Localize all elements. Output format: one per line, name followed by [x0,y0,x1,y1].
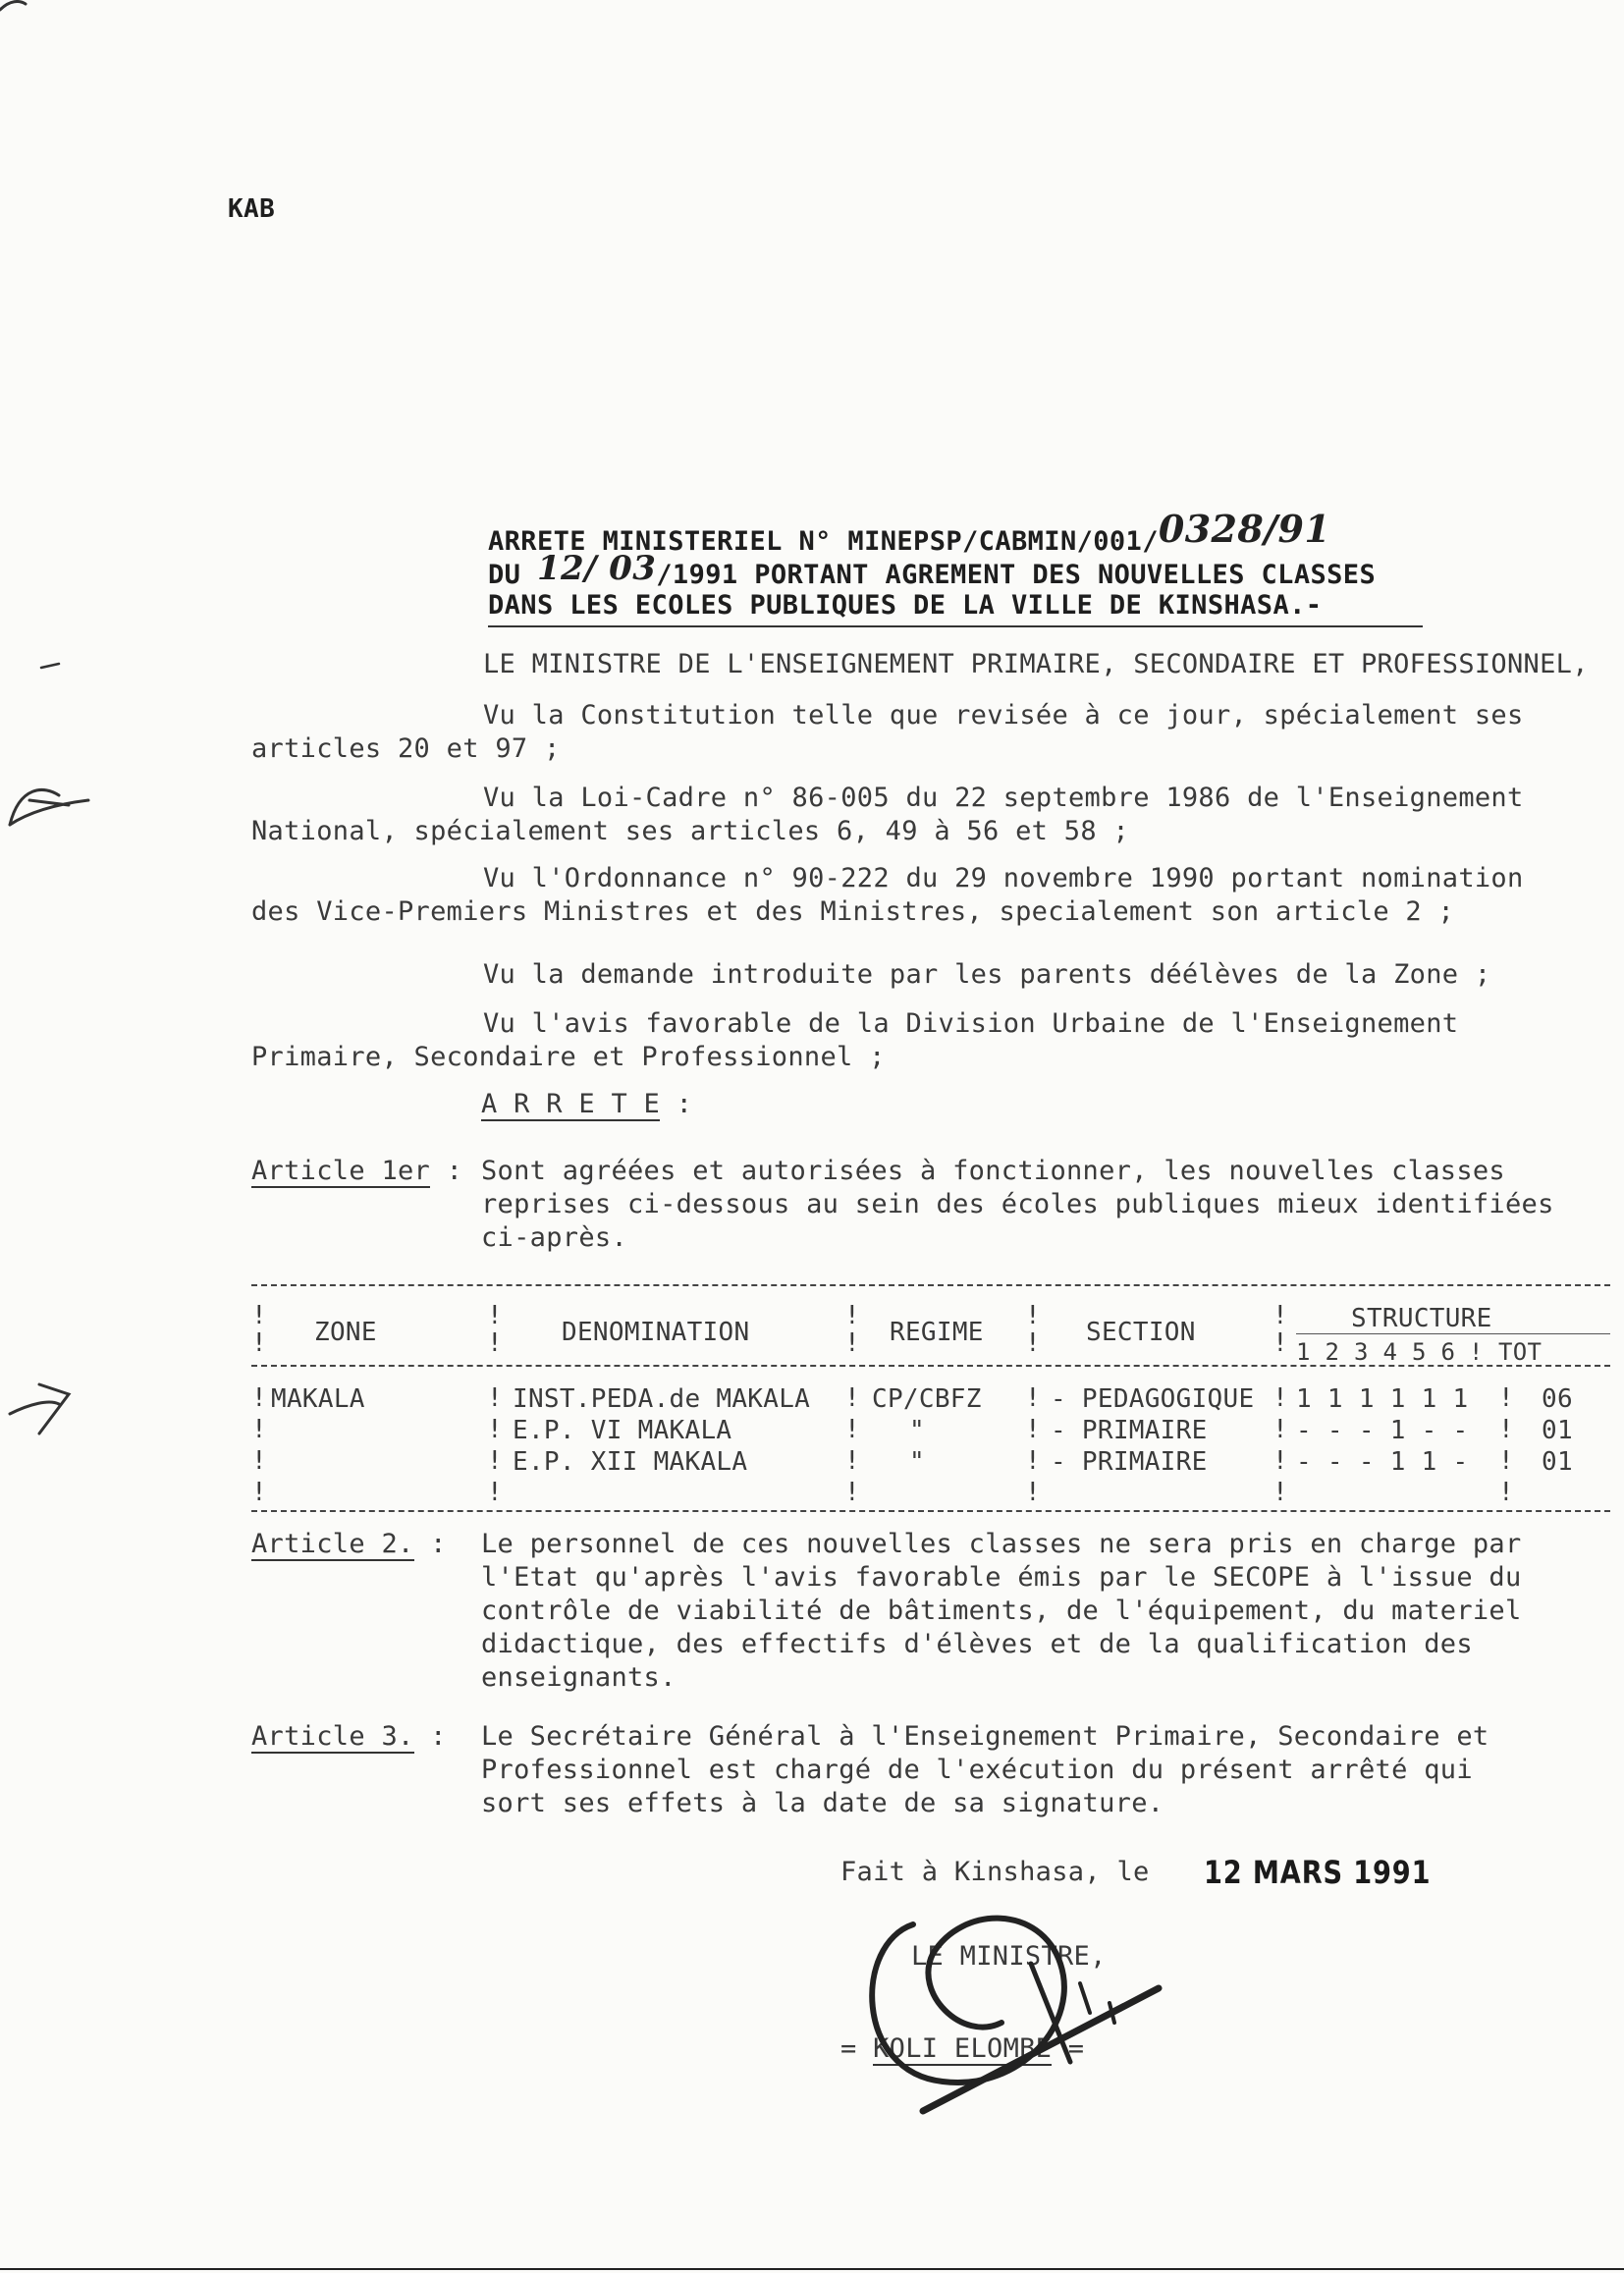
handwritten-date: 12/ 03 [536,549,657,588]
article-1-line-2: reprises ci-dessous au sein des écoles publiques mieux identifiées [481,1189,1554,1219]
row-3-regime: " [909,1447,925,1477]
header-structure-pipe: ! [1469,1338,1484,1366]
article-2-sep: : [413,1529,447,1559]
row-2-structure: - - - 1 - - [1296,1416,1469,1445]
scan-edge-line [0,2268,1624,2270]
vu-demande: Vu la demande introduite par les parents déélèves de la Zone ; [483,959,1491,990]
title-line-2 [488,549,1377,592]
row-2-denomination: E.P. VI MAKALA [513,1416,732,1445]
article-1-line-1: Sont agréées et autorisées à fonctionner, les nouvelles classes [481,1156,1505,1186]
table-pipe-col-1: ! ! [251,1301,267,1358]
table-pipe-col-5: ! ! [1272,1301,1288,1358]
name-prefix: = [840,2033,874,2064]
name-suffix: = [1052,2033,1085,2064]
article-2-line-5: enseignants. [481,1662,677,1693]
table-bottom-border [251,1510,1610,1512]
arrete-heading [481,1088,692,1121]
table-pipe-col-4: ! ! [1025,1301,1041,1358]
row-1-zone: MAKALA [271,1384,365,1414]
title-line-2-prefix: DU [488,560,537,590]
article-3-line-2: Professionnel est chargé de l'exécution du présent arrêté qui [481,1755,1473,1785]
article-2-line-3: contrôle de viabilité de bâtiments, de l'équipement, du materiel [481,1596,1522,1626]
vu-ordonnance-line-2: des Vice-Premiers Ministres et des Ministres, specialement son article 2 ; [251,896,1455,927]
table-body-pipes-col-2: ! ! ! ! [487,1383,503,1507]
date-stamp: 12 MARS 1991 [1204,1854,1432,1891]
article-2-line-1: Le personnel de ces nouvelles classes ne sera pris en charge par [481,1529,1522,1559]
header-denomination: DENOMINATION [562,1318,750,1347]
row-1-tot: 06 [1542,1384,1573,1414]
row-1-section: - PEDAGOGIQUE [1051,1384,1255,1414]
reference-code: KAB [228,194,276,224]
vu-ordonnance-line-1: Vu l'Ordonnance n° 90-222 du 29 novembre 1990 portant nomination [483,863,1524,893]
minister-name: KOLI ELOMBE [873,2033,1053,2064]
row-2-tot: 01 [1542,1416,1573,1445]
article-2-label: Article 2. [251,1529,414,1559]
article-2-heading [251,1528,447,1561]
table-body-pipes-col-3: ! ! ! ! [844,1383,860,1507]
handwritten-decree-number: 0328/91 [1158,507,1331,551]
arrete-word: A R R E T E [481,1089,661,1119]
vu-constitution-line-1: Vu la Constitution telle que revisée à ce jour, spécialement ses [483,700,1524,731]
vu-loi-cadre-line-1: Vu la Loi-Cadre n° 86-005 du 22 septembre 1986 de l'Enseignement [483,783,1524,813]
header-structure-numbers: 1 2 3 4 5 6 [1296,1338,1456,1366]
arrete-colon: : [660,1089,693,1119]
header-zone: ZONE [314,1318,377,1347]
table-pipe-col-2: ! ! [487,1301,503,1358]
table-header-separator [251,1365,1610,1367]
vu-avis-line-2: Primaire, Secondaire et Professionnel ; [251,1042,886,1072]
table-body-pipes-col-6: ! ! ! ! [1498,1383,1514,1507]
header-regime: REGIME [890,1318,984,1347]
table-body-pipes-col-4: ! ! ! ! [1025,1383,1041,1507]
article-1-label: Article 1er [251,1156,431,1186]
header-section: SECTION [1086,1318,1196,1347]
article-3-sep: : [413,1721,447,1752]
le-ministre-label: LE MINISTRE, [911,1941,1107,1972]
row-3-section: - PRIMAIRE [1051,1447,1208,1477]
row-2-regime: " [909,1416,925,1445]
title-line-3: DANS LES ECOLES PUBLIQUES DE LA VILLE DE KINSHASA.- [488,590,1323,621]
article-1-sep: : [430,1156,463,1186]
row-1-regime: CP/CBFZ [872,1384,982,1414]
table-body-pipes-col-5: ! ! ! ! [1272,1383,1288,1507]
article-3-label: Article 3. [251,1721,414,1752]
table-top-border [251,1284,1610,1286]
structure-subheader-rule [1296,1333,1610,1334]
article-1-heading [251,1155,462,1188]
table-pipe-col-3: ! ! [844,1301,860,1358]
margin-marks-icon [0,2,88,1434]
title-line-2-text: /1991 PORTANT AGREMENT DES NOUVELLES CLASSES [656,560,1377,590]
table-body-pipes-col-1: ! ! ! ! [251,1383,267,1507]
article-2-line-4: didactique, des effectifs d'élèves et de la qualification des [481,1629,1473,1659]
vu-loi-cadre-line-2: National, spécialement ses articles 6, 49 à 56 et 58 ; [251,816,1129,846]
article-2-line-2: l'Etat qu'après l'avis favorable émis par le SECOPE à l'issue du [481,1562,1522,1593]
minister-heading: LE MINISTRE DE L'ENSEIGNEMENT PRIMAIRE, SECONDAIRE ET PROFESSIONNEL, [483,649,1589,679]
row-2-section: - PRIMAIRE [1051,1416,1208,1445]
fait-a-kinshasa: Fait à Kinshasa, le [840,1857,1150,1887]
minister-name-line [840,2032,1084,2066]
row-3-denomination: E.P. XII MAKALA [513,1447,748,1477]
vu-constitution-line-2: articles 20 et 97 ; [251,733,561,764]
row-1-structure: 1 1 1 1 1 1 [1296,1384,1469,1414]
title-line-1-text: ARRETE MINISTERIEL N° MINEPSP/CABMIN/001/ [488,526,1159,557]
article-1-line-3: ci-après. [481,1222,627,1253]
title-underline [488,625,1423,627]
row-1-denomination: INST.PEDA.de MAKALA [513,1384,811,1414]
row-3-tot: 01 [1542,1447,1573,1477]
article-3-line-1: Le Secrétaire Général à l'Enseignement Primaire, Secondaire et [481,1721,1489,1752]
article-3-line-3: sort ses effets à la date de sa signature. [481,1788,1164,1818]
row-3-structure: - - - 1 1 - [1296,1447,1469,1477]
article-3-heading [251,1720,447,1754]
header-structure: STRUCTURE [1351,1304,1492,1333]
vu-avis-line-1: Vu l'avis favorable de la Division Urbaine de l'Enseignement [483,1008,1459,1039]
header-tot: TOT [1498,1338,1543,1366]
